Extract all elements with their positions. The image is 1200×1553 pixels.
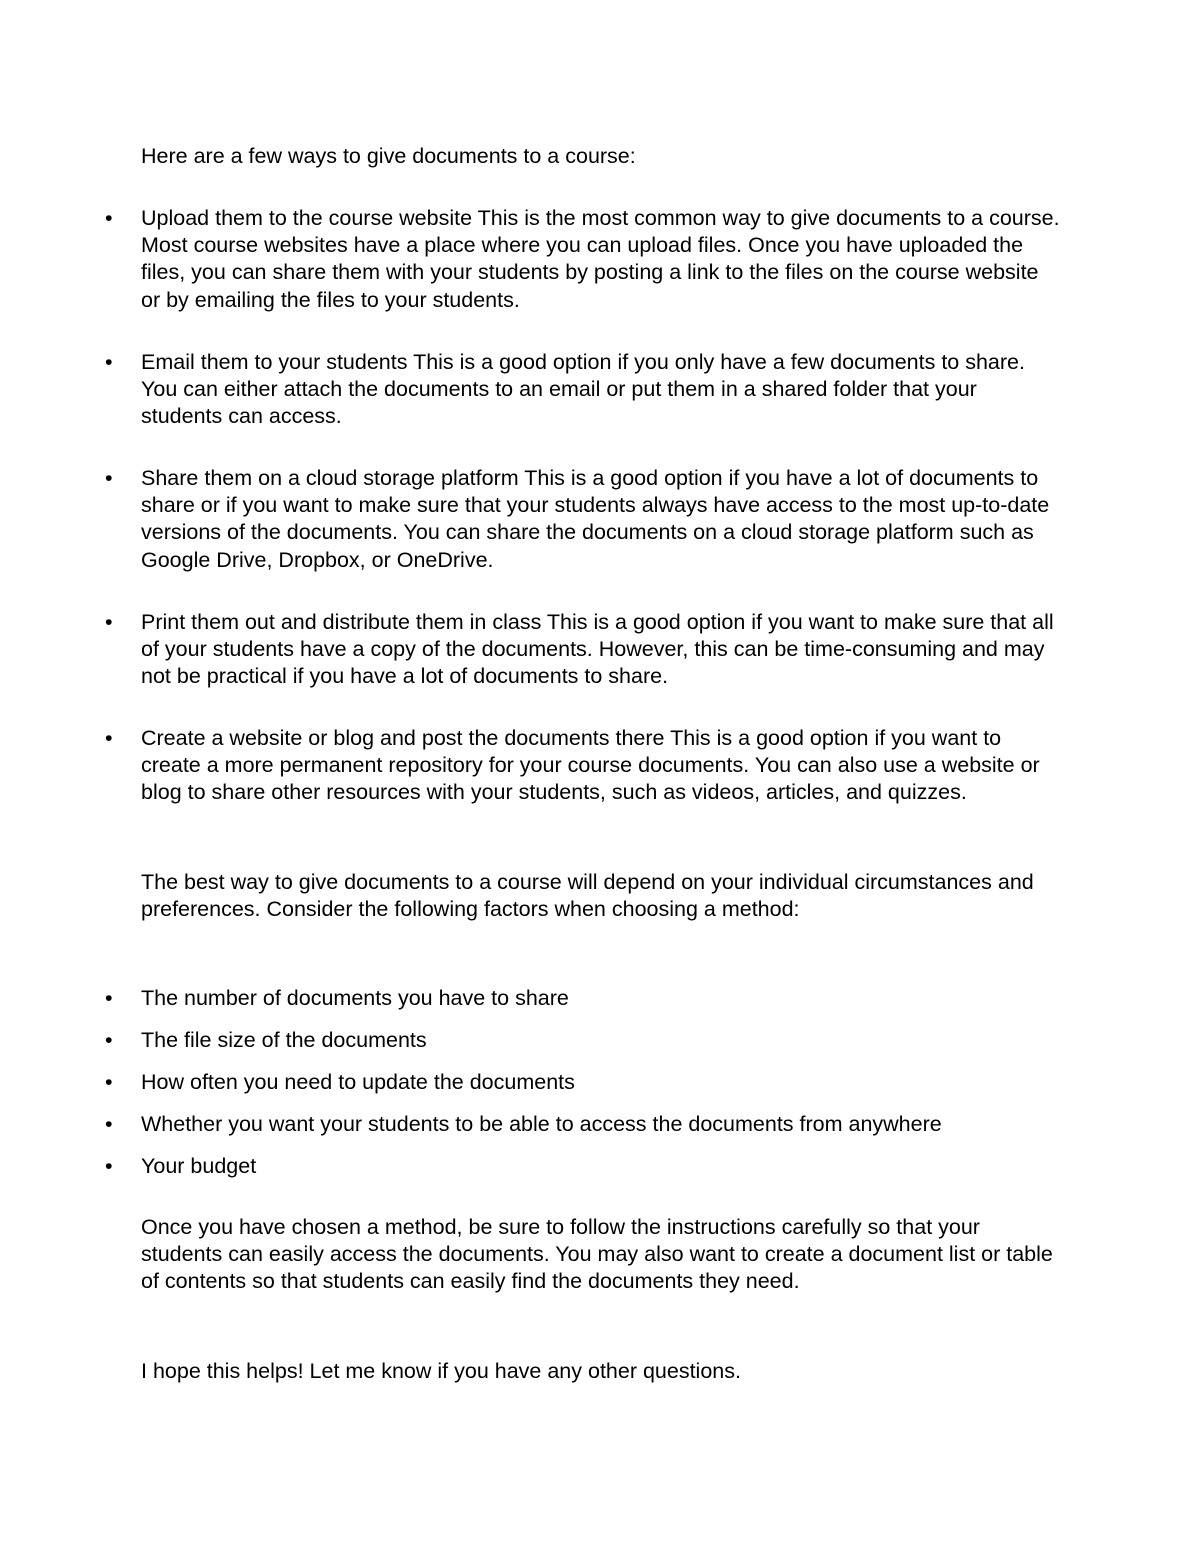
bullet-icon: • [105, 1070, 113, 1094]
bullet-icon: • [105, 1154, 113, 1178]
bullet-icon: • [105, 1028, 113, 1052]
closing-paragraph: Once you have chosen a method, be sure to follow the instructions carefully so that your students can easily access the documents. You may also want to create a document list or table of contents so that students can easily find the documents they need. [141, 1215, 1053, 1294]
sign-off-paragraph: I hope this helps! Let me know if you have any other questions. [141, 1359, 741, 1383]
method-text: Create a website or blog and post the documents there This is a good option if you want to create a more permanent repository for your course documents. You can also use a website or blog to share other resources with your students, such as videos, articles, and quizzes. [141, 726, 1040, 805]
factor-text: The number of documents you have to share [141, 986, 569, 1010]
bullet-icon: • [105, 1112, 113, 1136]
bullet-icon: • [105, 726, 113, 750]
intro-paragraph: Here are a few ways to give documents to a course: [141, 144, 636, 168]
method-text: Print them out and distribute them in class This is a good option if you want to make sure that all of your students have a copy of the documents. However, this can be time-consuming and may not be practical if you have a lot of documents to share. [141, 610, 1054, 689]
factor-text: Your budget [141, 1154, 257, 1178]
factor-text: Whether you want your students to be able to access the documents from anywhere [141, 1112, 942, 1136]
bullet-icon: • [105, 350, 113, 374]
factor-text: How often you need to update the documents [141, 1070, 575, 1094]
bullet-icon: • [105, 610, 113, 634]
method-text: Share them on a cloud storage platform This is a good option if you have a lot of documents to share or if you want to make sure that your students always have access to the most up-to-date versions of the documents. You can share the documents on a cloud storage platform such as Google Drive, Dropbox, or OneDrive. [141, 466, 1050, 572]
bullet-icon: • [105, 206, 113, 230]
bullet-icon: • [105, 466, 113, 490]
factor-text: The file size of the documents [141, 1028, 427, 1052]
method-text: Upload them to the course website This is the most common way to give documents to a course. Most course websites have a place where you can upload files. Once you have uploaded the files, you can share them with your students by posting a link to the files on the course website or by emailing the files to your students. [141, 206, 1060, 312]
factors-intro-paragraph: The best way to give documents to a course will depend on your individual circumstances and preferences. Consider the following factors when choosing a method: [141, 870, 1034, 922]
bullet-icon: • [105, 986, 113, 1010]
method-text: Email them to your students This is a good option if you only have a few documents to share. You can either attach the documents to an email or put them in a shared folder that your students can access. [141, 350, 1025, 429]
